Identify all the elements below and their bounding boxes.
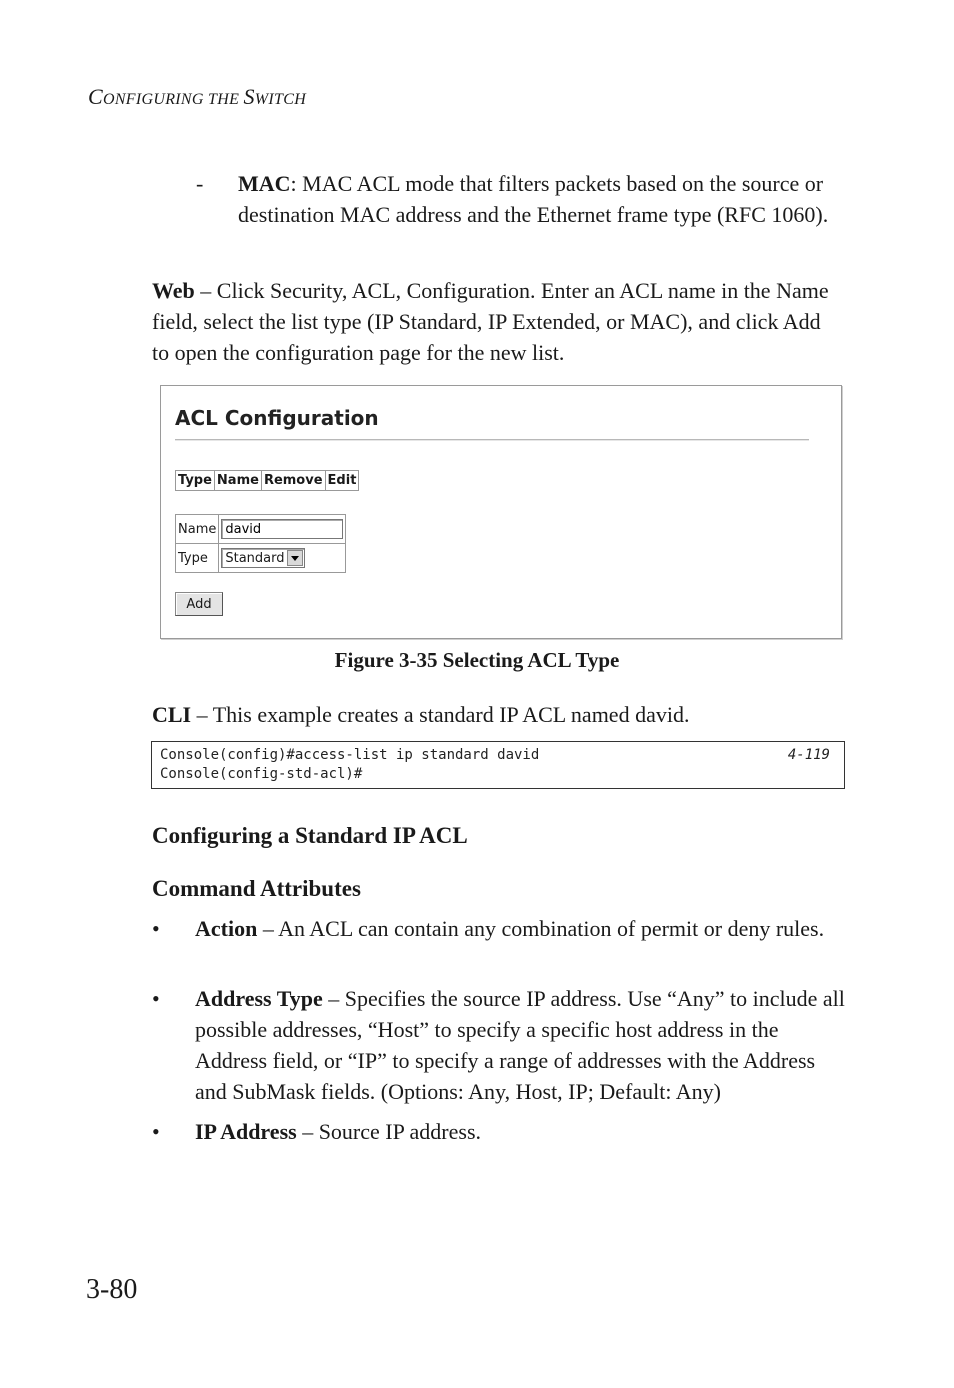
acl-page-title: ACL Configuration [175,406,379,430]
title-divider [175,439,809,441]
code-line-1-reference: 4-119 [787,747,830,763]
bullet-text: – Source IP address. [296,1119,482,1144]
column-type: Type [176,471,215,491]
header-initial-c: C [88,84,103,109]
acl-type-select[interactable] [221,548,305,568]
section-heading: Configuring a Standard IP ACL [152,823,468,848]
bullet-term: Action [195,916,258,941]
name-label: Name [176,515,219,544]
dash-marker: - [196,171,204,196]
column-name: Name [214,471,261,491]
acl-add-form [175,514,346,573]
running-header [88,84,306,110]
name-cell [219,515,346,544]
figure-caption: Figure 3-35 Selecting ACL Type [334,648,620,672]
bullet-marker: • [152,986,160,1011]
code-line-1: Console(config)#access-list ip standard david [160,747,540,763]
column-edit: Edit [325,471,359,491]
bullet-marker: • [152,916,160,941]
cli-paragraph [152,699,842,730]
bullet-body [195,1116,845,1147]
bullet-body [195,913,845,944]
bullet-body [195,983,845,1107]
code-line-2: Console(config-std-acl)# [160,766,363,782]
cli-term: CLI [152,702,192,727]
column-remove: Remove [261,471,325,491]
bullet-text: – Specifies the source IP address. Use “Any” to include all possible addresses, “Host” to specify a specific host address in the Address field, or “IP” to specify a range of addresses with the Address and SubMask fields. (Options: Any, Host, IP; Default: Any) [195,986,845,1104]
cli-code-block [151,741,845,789]
cli-text: – This example creates a standard IP ACL named david. [191,702,690,727]
header-smallcaps-2: WITCH [254,91,307,108]
header-initial-s: S [243,84,255,109]
bullet-term: Address Type [195,986,323,1011]
bullet-marker: • [152,1119,160,1144]
acl-type-value: Standard [225,550,285,566]
acl-name-input[interactable] [221,519,343,539]
mac-term: MAC [238,171,291,196]
attributes-heading: Command Attributes [152,876,361,901]
web-term: Web [152,278,195,303]
add-button[interactable]: Add [175,592,223,616]
acl-configuration-figure [160,385,842,639]
bullet-term: IP Address [195,1119,297,1144]
web-text: – Click Security, ACL, Configuration. Enter an ACL name in the Name field, select the list type (IP Standard, IP Extended, or MAC), and click Add to open the configuration page for the new list. [152,278,829,365]
mac-item-body [238,168,848,230]
web-paragraph [152,275,842,368]
mac-text: : MAC ACL mode that filters packets based on the source or destination MAC address and the Ethernet frame type (RFC 1060). [238,171,829,227]
type-label: Type [176,544,219,573]
page-number: 3-80 [86,1274,138,1305]
acl-list-table [175,470,359,491]
header-smallcaps-1: ONFIGURING THE [102,91,244,108]
type-cell [219,544,346,573]
chevron-down-icon[interactable] [287,550,303,566]
bullet-text: – An ACL can contain any combination of permit or deny rules. [257,916,825,941]
